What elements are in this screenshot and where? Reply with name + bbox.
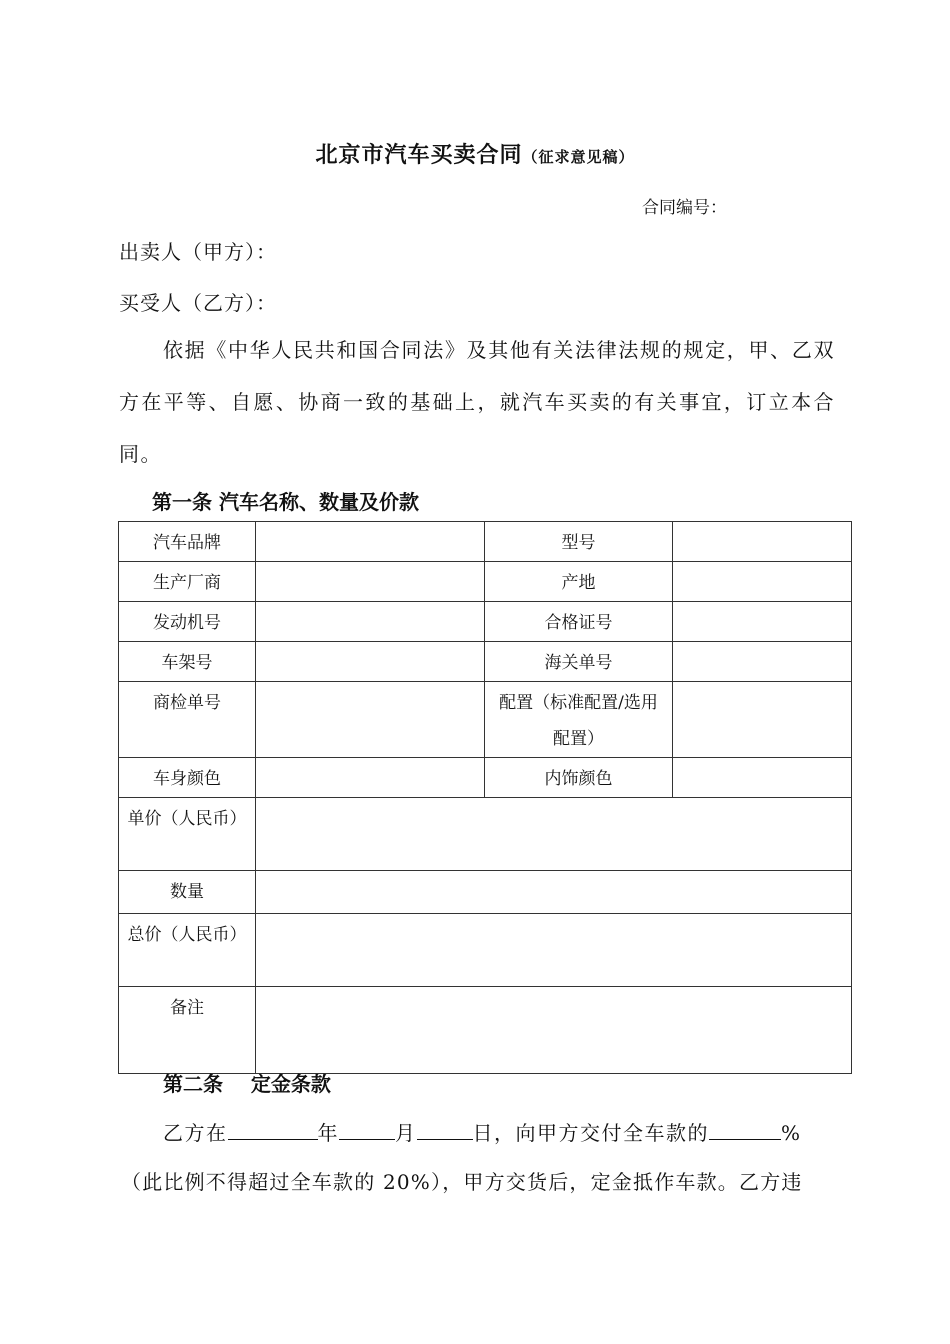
certificate-no-value-cell xyxy=(673,602,852,642)
frame-no-value-cell xyxy=(256,642,485,682)
vehicle-spec-table xyxy=(118,521,852,1074)
certificate-no-label: 合格证号 xyxy=(485,602,673,642)
title-note: （征求意见稿） xyxy=(522,148,635,166)
article-2-heading: 第二条 定金条款 xyxy=(163,1072,331,1096)
origin-label: 产地 xyxy=(485,562,673,602)
body-color-label: 车身颜色 xyxy=(119,758,256,798)
deposit-text-part-4: 日，向甲方交付全车款的 xyxy=(472,1121,709,1145)
model-value-cell xyxy=(673,522,852,562)
brand-value-cell xyxy=(256,522,485,562)
unit-price-value-cell xyxy=(256,798,852,871)
total-price-value-cell xyxy=(256,914,852,987)
table-row xyxy=(119,602,852,642)
engine-no-label: 发动机号 xyxy=(119,602,256,642)
deposit-clause-line-1 xyxy=(163,1117,802,1146)
title-text: 北京市汽车买卖合同 xyxy=(315,143,523,168)
buyer-label: 买受人（乙方）： xyxy=(119,291,277,315)
table-row xyxy=(119,682,852,758)
inspection-no-label: 商检单号 xyxy=(119,682,256,758)
table-row xyxy=(119,914,852,987)
body-color-value-cell xyxy=(256,758,485,798)
brand-label: 汽车品牌 xyxy=(119,522,256,562)
deposit-year-blank xyxy=(228,1118,318,1140)
deposit-text-part-5: % xyxy=(781,1121,802,1145)
preamble-paragraph: 依据《中华人民共和国合同法》及其他有关法律法规的规定，甲、乙双方在平等、自愿、协商一致的基础上，就汽车买卖的有关事宜，订立本合同。 xyxy=(119,338,835,466)
origin-value-cell xyxy=(673,562,852,602)
customs-no-label: 海关单号 xyxy=(485,642,673,682)
manufacturer-label: 生产厂商 xyxy=(119,562,256,602)
deposit-text-part-3: 月 xyxy=(395,1121,417,1145)
customs-no-value-cell xyxy=(673,642,852,682)
document-title xyxy=(0,138,950,169)
frame-no-label: 车架号 xyxy=(119,642,256,682)
quantity-label: 数量 xyxy=(119,871,256,914)
table-row xyxy=(119,987,852,1074)
quantity-value-cell xyxy=(256,871,852,914)
deposit-percent-blank xyxy=(709,1118,781,1140)
article-1-heading: 第一条 汽车名称、数量及价款 xyxy=(152,490,419,514)
configuration-value-cell xyxy=(673,682,852,758)
engine-no-value-cell xyxy=(256,602,485,642)
deposit-clause-line-2: （此比例不得超过全车款的 20%），甲方交货后，定金抵作车款。乙方违 xyxy=(121,1170,803,1194)
table-row xyxy=(119,522,852,562)
remarks-value-cell xyxy=(256,987,852,1074)
deposit-text-part-1: 乙方在 xyxy=(163,1121,228,1145)
table-row xyxy=(119,758,852,798)
contract-number-label: 合同编号： xyxy=(642,198,727,218)
deposit-text-part-2: 年 xyxy=(317,1121,339,1145)
interior-color-value-cell xyxy=(673,758,852,798)
table-row xyxy=(119,642,852,682)
table-row xyxy=(119,562,852,602)
table-row xyxy=(119,798,852,871)
model-label: 型号 xyxy=(485,522,673,562)
manufacturer-value-cell xyxy=(256,562,485,602)
total-price-label: 总价（人民币） xyxy=(119,914,256,987)
configuration-label: 配置（标准配置/选用配置） xyxy=(485,682,673,758)
interior-color-label: 内饰颜色 xyxy=(485,758,673,798)
unit-price-label: 单价（人民币） xyxy=(119,798,256,871)
remarks-label: 备注 xyxy=(119,987,256,1074)
deposit-month-blank xyxy=(339,1118,395,1140)
seller-label: 出卖人（甲方）： xyxy=(119,240,277,264)
deposit-day-blank xyxy=(417,1118,473,1140)
table-row xyxy=(119,871,852,914)
inspection-no-value-cell xyxy=(256,682,485,758)
